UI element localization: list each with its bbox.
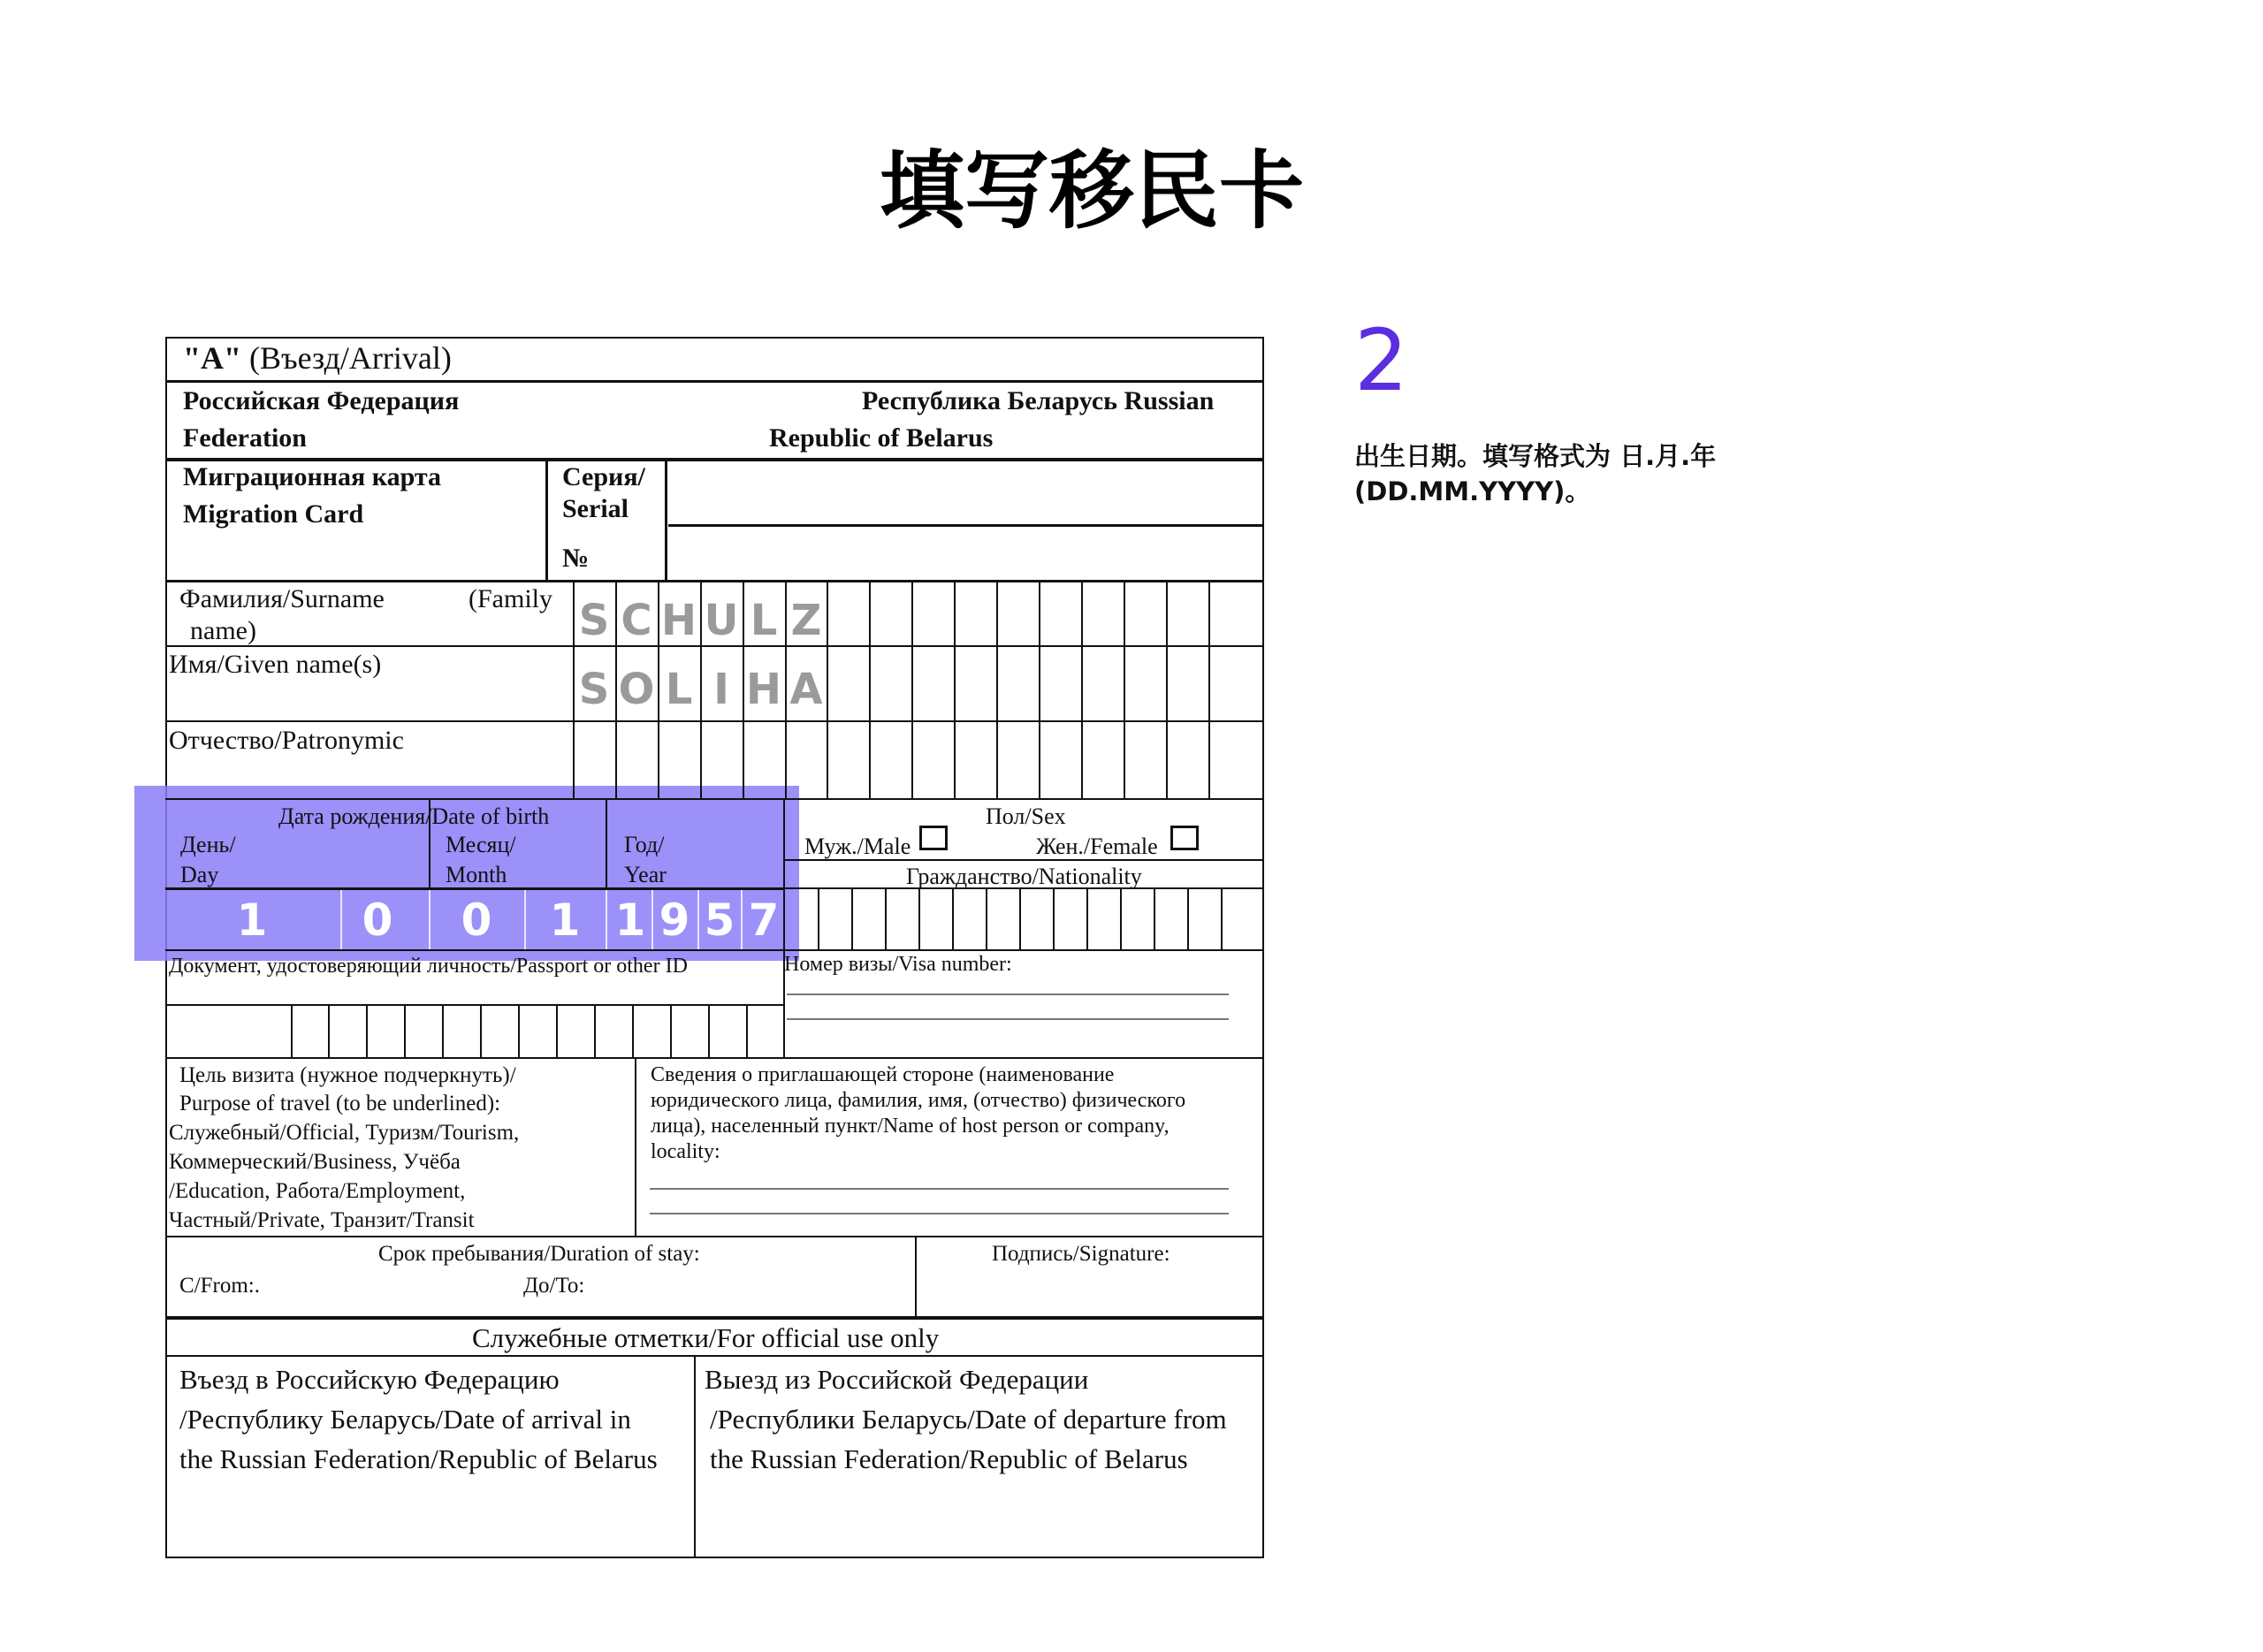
country-right-1: Республика Беларусь Russian bbox=[862, 386, 1215, 415]
given-name-char: O bbox=[618, 665, 655, 714]
serial-label-1: Серия/ bbox=[562, 462, 645, 491]
card-title-1: Миграционная карта bbox=[183, 462, 442, 491]
signature-label: Подпись/Signature: bbox=[992, 1242, 1170, 1266]
serial-label-2: Serial bbox=[562, 494, 629, 523]
dob-year-digit-4: 7 bbox=[748, 895, 780, 946]
given-name-char: A bbox=[789, 665, 823, 714]
purpose-line-5: /Education, Работа/Employment, bbox=[169, 1179, 466, 1203]
card-type-label: "A" bbox=[183, 340, 241, 376]
card-title-2: Migration Card bbox=[183, 499, 364, 529]
document-label: Документ, удостоверяющий личность/Passport or other ID bbox=[169, 955, 688, 978]
dob-year-digit-3: 5 bbox=[704, 895, 735, 946]
dob-header: Дата рождения/Date of birth bbox=[278, 803, 550, 829]
dob-year-digit-1: 1 bbox=[614, 895, 646, 946]
card-type-text: (Въезд/Arrival) bbox=[248, 340, 452, 376]
given-name-char: I bbox=[713, 665, 729, 714]
given-name-char: S bbox=[578, 665, 610, 714]
surname-char: S bbox=[578, 596, 610, 645]
step-instruction: 出生日期。填写格式为 日.月.年 (DD.MM.YYYY)。 bbox=[1354, 441, 1717, 506]
purpose-line-1: Цель визита (нужное подчеркнуть)/ bbox=[179, 1063, 516, 1087]
year-label-2: Year bbox=[624, 862, 667, 887]
surname-char: L bbox=[750, 596, 778, 645]
departure-line-2: /Республики Беларусь/Date of departure from bbox=[710, 1404, 1227, 1435]
dob-month-digit-1: 0 bbox=[461, 895, 492, 946]
given-name-char: L bbox=[665, 665, 693, 714]
sex-label: Пол/Sex bbox=[986, 803, 1066, 829]
given-name-char: H bbox=[745, 665, 782, 714]
host-line-3: лица), населенный пункт/Name of host person or company, bbox=[651, 1115, 1170, 1138]
month-label-1: Месяц/ bbox=[446, 832, 516, 857]
country-right-2: Republic of Belarus bbox=[769, 423, 994, 453]
to-label: До/То: bbox=[523, 1274, 585, 1298]
day-label-1: День/ bbox=[180, 832, 236, 857]
purpose-line-6: Частный/Private, Транзит/Transit bbox=[169, 1208, 475, 1232]
surname-label: Фамилия/Surname bbox=[179, 584, 385, 613]
host-line-1: Сведения о приглашающей стороне (наименование bbox=[651, 1063, 1115, 1086]
host-line-4: locality: bbox=[651, 1140, 720, 1163]
month-label-2: Month bbox=[446, 862, 507, 887]
host-line-2: юридического лица, фамилия, имя, (отчество) физического bbox=[651, 1089, 1186, 1112]
stay-label: Срок пребывания/Duration of stay: bbox=[378, 1242, 700, 1266]
purpose-line-4: Коммерческий/Business, Учёба bbox=[169, 1150, 461, 1174]
dob-day-digit-2: 0 bbox=[362, 895, 393, 946]
male-checkbox[interactable] bbox=[919, 826, 948, 850]
purpose-line-3: Служебный/Official, Туризм/Tourism, bbox=[169, 1121, 520, 1145]
arrival-line-1: Въезд в Российскую Федерацию bbox=[179, 1364, 560, 1395]
departure-line-3: the Russian Federation/Republic of Belarus bbox=[710, 1443, 1188, 1474]
patronymic-label: Отчество/Patronymic bbox=[169, 726, 404, 755]
male-label: Муж./Male bbox=[804, 834, 911, 859]
page-title: 填写移民卡 bbox=[880, 141, 1304, 240]
step-number: 2 bbox=[1354, 311, 1409, 410]
official-use-label: Служебные отметки/For official use only bbox=[472, 1322, 940, 1353]
surname-family-label: (Family bbox=[469, 584, 552, 613]
visa-label: Номер визы/Visa number: bbox=[784, 953, 1012, 976]
day-label-2: Day bbox=[180, 862, 219, 887]
number-sign: № bbox=[562, 544, 590, 573]
country-left-2: Federation bbox=[183, 423, 307, 453]
surname-char: C bbox=[621, 596, 652, 645]
female-label: Жен./Female bbox=[1036, 834, 1158, 859]
surname-char: Z bbox=[790, 596, 822, 645]
female-checkbox[interactable] bbox=[1170, 826, 1199, 850]
surname-char: U bbox=[704, 596, 739, 645]
dob-year-digit-2: 9 bbox=[659, 895, 690, 946]
dob-month-digit-2: 1 bbox=[549, 895, 581, 946]
from-label: С/From:. bbox=[179, 1274, 260, 1298]
arrival-line-3: the Russian Federation/Republic of Belarus bbox=[179, 1443, 658, 1474]
purpose-line-2: Purpose of travel (to be underlined): bbox=[179, 1092, 501, 1115]
country-left-1: Российская Федерация bbox=[183, 386, 460, 415]
given-name-label: Имя/Given name(s) bbox=[169, 650, 382, 679]
dob-day-digit-1: 1 bbox=[236, 895, 268, 946]
departure-line-1: Выезд из Российской Федерации bbox=[705, 1364, 1089, 1395]
surname-label-2: name) bbox=[190, 616, 256, 645]
year-label-1: Год/ bbox=[624, 832, 665, 857]
arrival-line-2: /Республику Беларусь/Date of arrival in bbox=[179, 1404, 631, 1435]
surname-char: H bbox=[660, 596, 697, 645]
nationality-label: Гражданство/Nationality bbox=[906, 864, 1142, 889]
